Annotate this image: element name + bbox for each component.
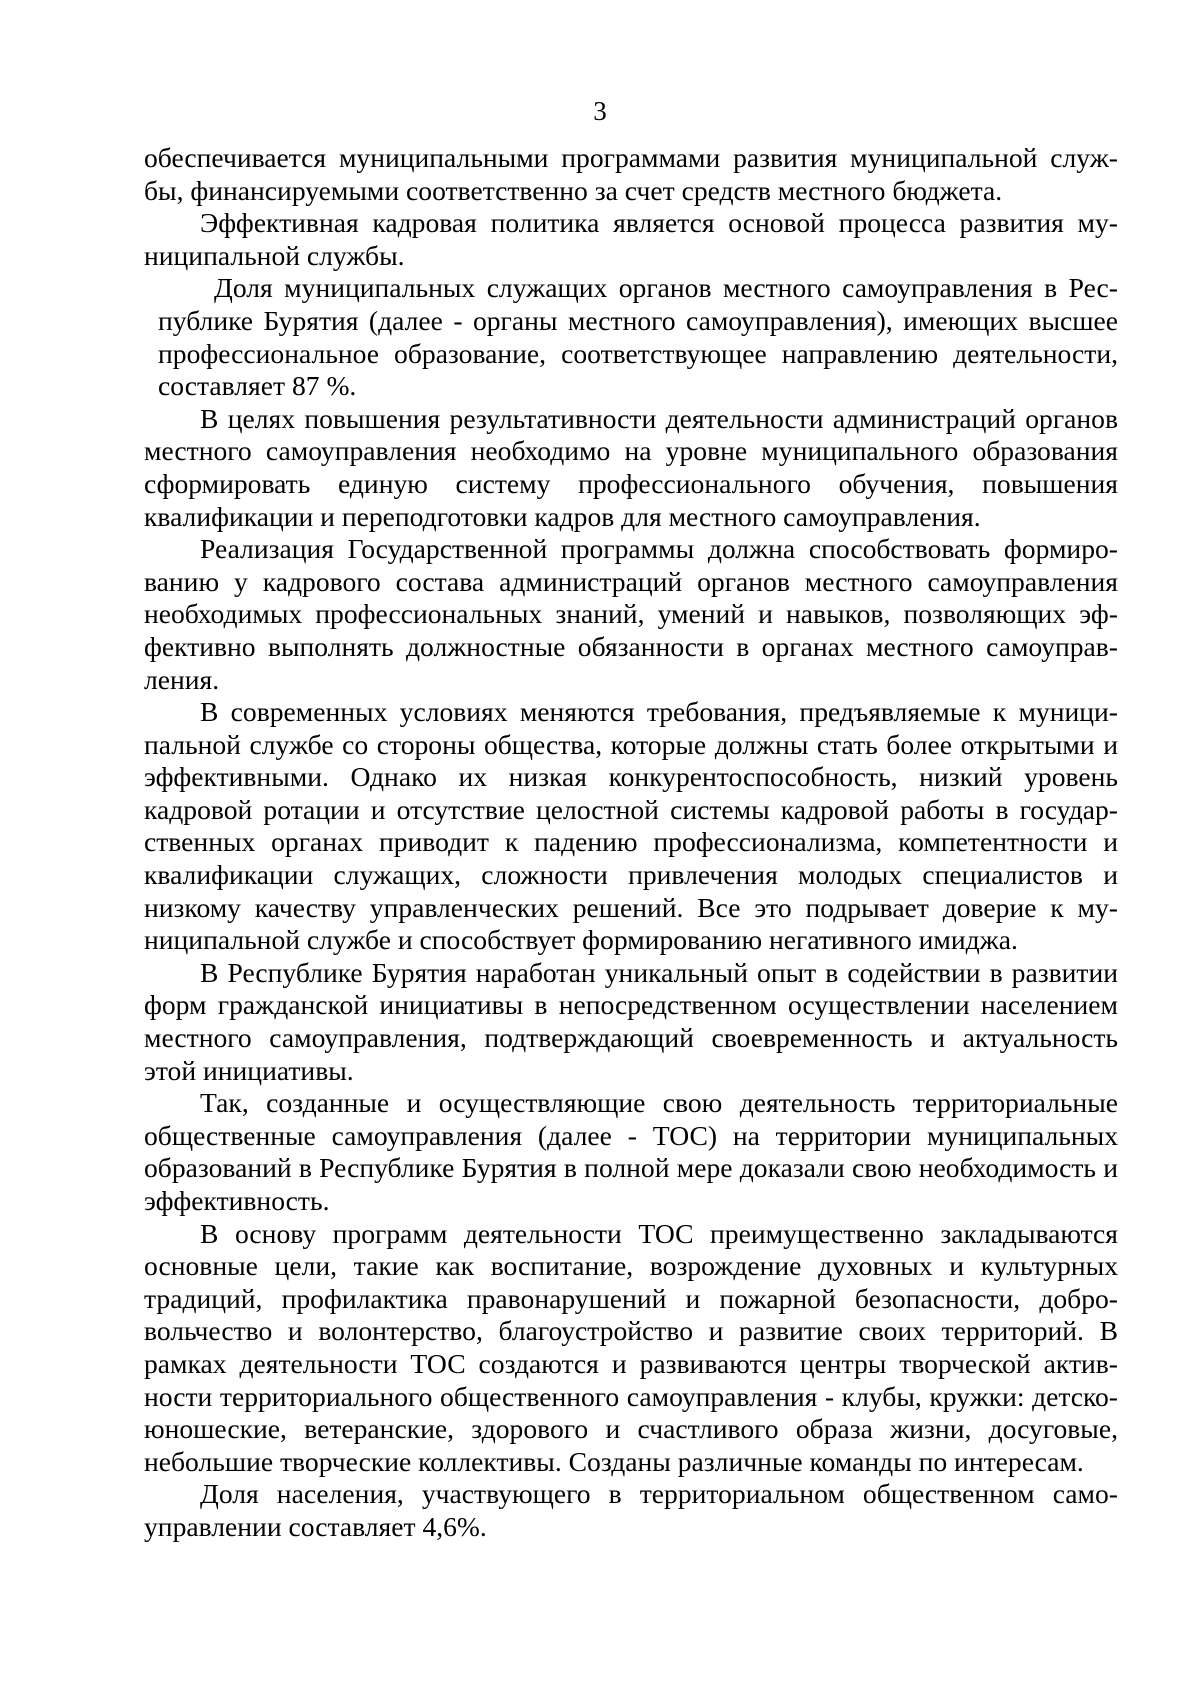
paragraph-9: В основу программ деятельности ТОС преимущественно закладываются основные цели, такие как воспитание, возрождение духовных и культурных традиций, профилактика правонарушений и пожарной безопасности, добровольчество и волонтерство, благоустройство и развитие своих территорий. В рамках деятельности ТОС создаются и развиваются центры творческой активности территориального общественного самоуправления - клубы, кружки: детско-юношеские, ветеранские, здорового и счастливого образа жизни, досуговые, небольшие творческие коллективы. Созданы различные команды по интересам. [144, 1217, 1118, 1477]
paragraph-5: Реализация Государственной программы должна способствовать формированию у кадрового состава администраций органов местного самоуправления необходимых профессиональных знаний, умений и навыков, позволяющих эффективно выполнять должностные обязанности в органах местного самоуправления. [144, 533, 1118, 695]
paragraph-1: обеспечивается муниципальными программами развития муниципальной службы, финансируемыми соответственно за счет средств местного бюджета. [144, 142, 1118, 206]
page-number: 3 [593, 96, 607, 126]
paragraph-10: Доля населения, участвующего в территориальном общественном самоуправлении составляет 4,6%. [144, 1478, 1118, 1542]
paragraph-6: В современных условиях меняются требования, предъявляемые к муниципальной службе со стороны общества, которые должны стать более открытыми и эффективными. Однако их низкая конкурентоспособность, низкий уровень кадровой ротации и отсутствие целостной системы кадровой работы в государственных органах приводит к падению профессионализма, компетентности и квалификации служащих, сложности привлечения молодых специалистов и низкому качеству управленческих решений. Все это подрывает доверие к муниципальной службе и способствует формированию негативного имиджа. [144, 696, 1118, 956]
paragraph-2: Эффективная кадровая политика является основой процесса развития муниципальной службы. [144, 207, 1118, 271]
document-body [144, 142, 1118, 1544]
paragraph-7: В Республике Бурятия наработан уникальный опыт в содействии в развитии форм гражданской инициативы в непосредственном осуществлении населением местного самоуправления, подтверждающий своевременность и актуальность этой инициативы. [144, 956, 1118, 1086]
paragraph-3: Доля муниципальных служащих органов местного самоуправления в Республике Бурятия (далее - органы местного самоуправления), имеющих высшее профессиональное образование, соответствующее направлению деятельности, составляет 87 %. [158, 272, 1118, 402]
paragraph-8: Так, созданные и осуществляющие свою деятельность территориальные общественные самоуправления (далее - ТОС) на территории муниципальных образований в Республике Бурятия в полной мере доказали свою необходимость и эффективность. [144, 1087, 1118, 1216]
paragraph-4: В целях повышения результативности деятельности администраций органов местного самоуправления необходимо на уровне муниципального образования сформировать единую систему профессионального обучения, повышения квалификации и переподготовки кадров для местного самоуправления. [144, 402, 1118, 532]
